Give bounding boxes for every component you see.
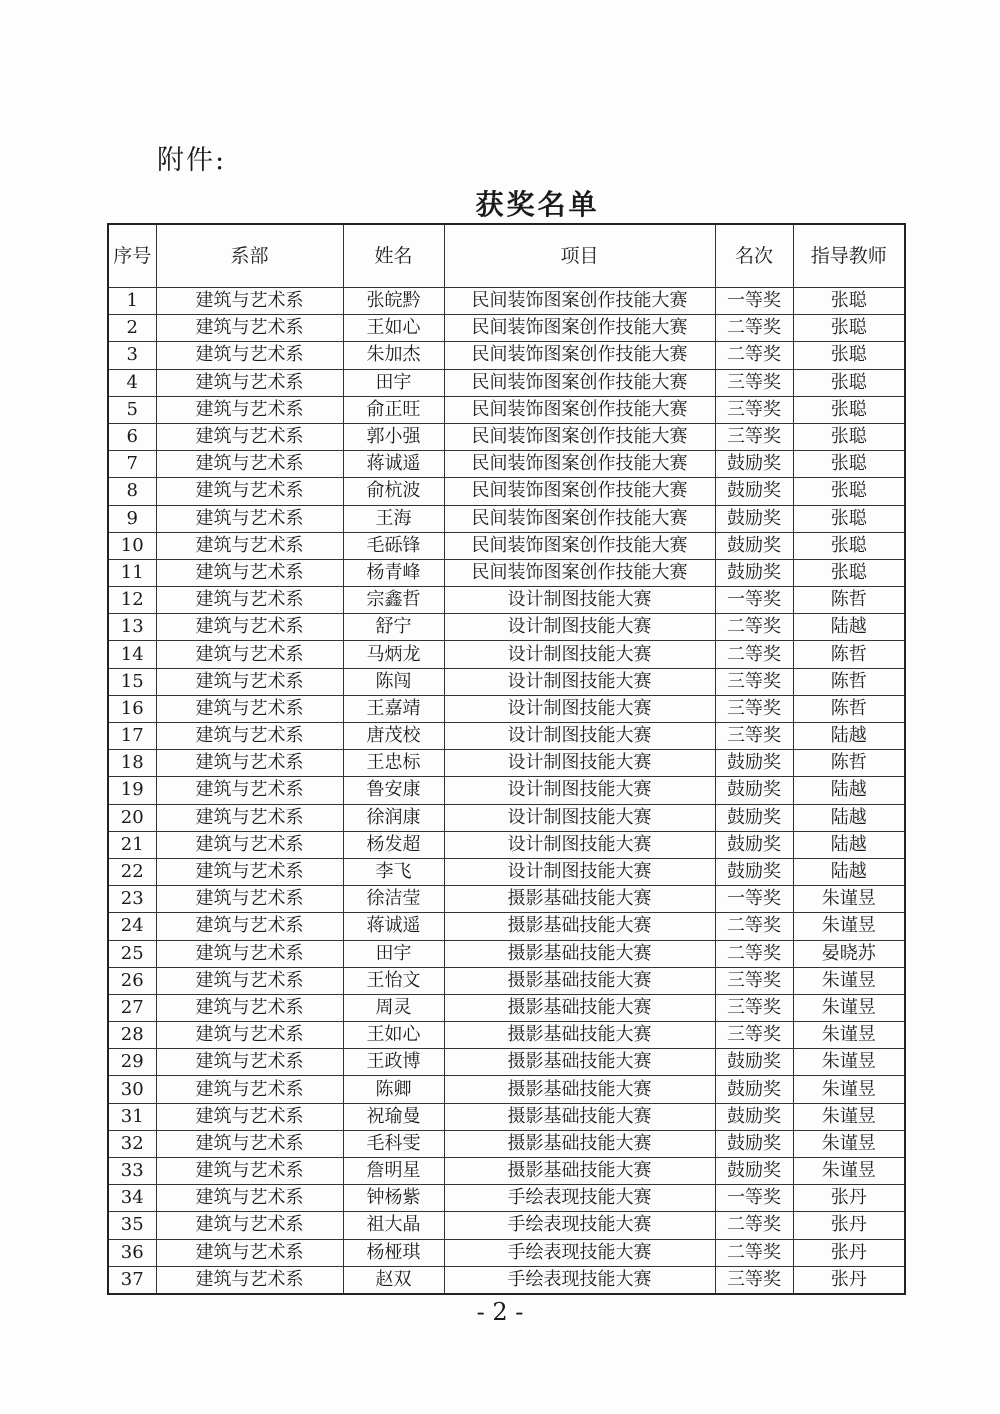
cell-index: 23: [108, 886, 156, 913]
cell-name: 祝瑜曼: [343, 1103, 444, 1130]
cell-project: 民间装饰图案创作技能大赛: [444, 505, 715, 532]
cell-advisor: 张聪: [793, 451, 905, 478]
cell-project: 摄影基础技能大赛: [444, 1158, 715, 1185]
cell-project: 摄影基础技能大赛: [444, 940, 715, 967]
cell-advisor: 张丹: [793, 1185, 905, 1212]
cell-department: 建筑与艺术系: [156, 342, 343, 369]
cell-name: 陈闯: [343, 668, 444, 695]
cell-advisor: 陆越: [793, 723, 905, 750]
cell-index: 27: [108, 994, 156, 1021]
table-row: [108, 1130, 905, 1157]
table-row: [108, 614, 905, 641]
cell-department: 建筑与艺术系: [156, 315, 343, 342]
cell-department: 建筑与艺术系: [156, 1185, 343, 1212]
cell-advisor: 张聪: [793, 396, 905, 423]
header-name: 姓名: [343, 224, 444, 288]
cell-advisor: 张聪: [793, 288, 905, 315]
cell-department: 建筑与艺术系: [156, 641, 343, 668]
cell-rank: 鼓励奖: [715, 858, 793, 885]
cell-rank: 鼓励奖: [715, 505, 793, 532]
cell-index: 36: [108, 1239, 156, 1266]
cell-department: 建筑与艺术系: [156, 668, 343, 695]
cell-rank: 三等奖: [715, 396, 793, 423]
cell-rank: 三等奖: [715, 695, 793, 722]
cell-name: 舒宁: [343, 614, 444, 641]
cell-rank: 二等奖: [715, 1212, 793, 1239]
cell-index: 3: [108, 342, 156, 369]
cell-rank: 鼓励奖: [715, 777, 793, 804]
cell-department: 建筑与艺术系: [156, 1076, 343, 1103]
header-project: 项目: [444, 224, 715, 288]
cell-name: 詹明星: [343, 1158, 444, 1185]
table-row: [108, 1239, 905, 1266]
cell-rank: 三等奖: [715, 994, 793, 1021]
cell-department: 建筑与艺术系: [156, 1158, 343, 1185]
cell-index: 4: [108, 369, 156, 396]
cell-department: 建筑与艺术系: [156, 1049, 343, 1076]
attachment-label: 附件:: [157, 145, 227, 176]
cell-rank: 三等奖: [715, 668, 793, 695]
cell-advisor: 张聪: [793, 505, 905, 532]
cell-rank: 二等奖: [715, 913, 793, 940]
cell-name: 周灵: [343, 994, 444, 1021]
cell-index: 28: [108, 1022, 156, 1049]
cell-rank: 鼓励奖: [715, 1076, 793, 1103]
cell-department: 建筑与艺术系: [156, 858, 343, 885]
cell-project: 手绘表现技能大赛: [444, 1212, 715, 1239]
cell-advisor: 陈哲: [793, 695, 905, 722]
cell-department: 建筑与艺术系: [156, 777, 343, 804]
header-row: [108, 224, 905, 288]
cell-department: 建筑与艺术系: [156, 532, 343, 559]
cell-advisor: 陈哲: [793, 668, 905, 695]
cell-index: 24: [108, 913, 156, 940]
cell-project: 设计制图技能大赛: [444, 804, 715, 831]
cell-rank: 鼓励奖: [715, 532, 793, 559]
cell-department: 建筑与艺术系: [156, 723, 343, 750]
cell-department: 建筑与艺术系: [156, 886, 343, 913]
table-row: [108, 777, 905, 804]
cell-project: 设计制图技能大赛: [444, 668, 715, 695]
cell-name: 宗鑫哲: [343, 587, 444, 614]
table-row: [108, 342, 905, 369]
cell-index: 22: [108, 858, 156, 885]
cell-name: 徐洁莹: [343, 886, 444, 913]
cell-index: 35: [108, 1212, 156, 1239]
cell-department: 建筑与艺术系: [156, 451, 343, 478]
table-row: [108, 940, 905, 967]
cell-rank: 一等奖: [715, 1185, 793, 1212]
cell-index: 5: [108, 396, 156, 423]
cell-department: 建筑与艺术系: [156, 695, 343, 722]
cell-name: 蒋诚遥: [343, 913, 444, 940]
cell-index: 20: [108, 804, 156, 831]
cell-advisor: 朱谨昱: [793, 1130, 905, 1157]
table-row: [108, 1212, 905, 1239]
cell-index: 8: [108, 478, 156, 505]
table-row: [108, 668, 905, 695]
cell-department: 建筑与艺术系: [156, 559, 343, 586]
page-number: - 2 -: [476, 1298, 524, 1326]
cell-name: 王海: [343, 505, 444, 532]
cell-project: 民间装饰图案创作技能大赛: [444, 369, 715, 396]
cell-department: 建筑与艺术系: [156, 288, 343, 315]
cell-rank: 一等奖: [715, 288, 793, 315]
table-row: [108, 913, 905, 940]
cell-project: 民间装饰图案创作技能大赛: [444, 559, 715, 586]
cell-project: 手绘表现技能大赛: [444, 1185, 715, 1212]
cell-project: 手绘表现技能大赛: [444, 1266, 715, 1294]
cell-project: 摄影基础技能大赛: [444, 1076, 715, 1103]
cell-name: 鲁安康: [343, 777, 444, 804]
cell-advisor: 陈哲: [793, 750, 905, 777]
cell-project: 摄影基础技能大赛: [444, 1103, 715, 1130]
cell-department: 建筑与艺术系: [156, 967, 343, 994]
header-department: 系部: [156, 224, 343, 288]
table-row: [108, 478, 905, 505]
cell-project: 设计制图技能大赛: [444, 614, 715, 641]
cell-rank: 三等奖: [715, 723, 793, 750]
cell-name: 赵双: [343, 1266, 444, 1294]
table-row: [108, 587, 905, 614]
table-row: [108, 423, 905, 450]
cell-department: 建筑与艺术系: [156, 1212, 343, 1239]
cell-index: 19: [108, 777, 156, 804]
cell-advisor: 陆越: [793, 804, 905, 831]
cell-advisor: 张聪: [793, 478, 905, 505]
cell-department: 建筑与艺术系: [156, 831, 343, 858]
cell-index: 37: [108, 1266, 156, 1294]
cell-advisor: 陈哲: [793, 587, 905, 614]
cell-name: 陈卿: [343, 1076, 444, 1103]
cell-advisor: 陈哲: [793, 641, 905, 668]
cell-project: 设计制图技能大赛: [444, 695, 715, 722]
table-row: [108, 1158, 905, 1185]
cell-advisor: 张聪: [793, 423, 905, 450]
cell-name: 杨发超: [343, 831, 444, 858]
cell-index: 10: [108, 532, 156, 559]
cell-rank: 鼓励奖: [715, 750, 793, 777]
table-row: [108, 641, 905, 668]
cell-project: 摄影基础技能大赛: [444, 886, 715, 913]
cell-project: 摄影基础技能大赛: [444, 967, 715, 994]
header-advisor: 指导教师: [793, 224, 905, 288]
cell-project: 摄影基础技能大赛: [444, 994, 715, 1021]
cell-department: 建筑与艺术系: [156, 1239, 343, 1266]
cell-advisor: 朱谨昱: [793, 1076, 905, 1103]
cell-index: 17: [108, 723, 156, 750]
cell-project: 手绘表现技能大赛: [444, 1239, 715, 1266]
cell-rank: 二等奖: [715, 315, 793, 342]
cell-name: 朱加杰: [343, 342, 444, 369]
cell-name: 郭小强: [343, 423, 444, 450]
cell-project: 民间装饰图案创作技能大赛: [444, 342, 715, 369]
header-index: 序号: [108, 224, 156, 288]
table-row: [108, 288, 905, 315]
cell-name: 王嘉靖: [343, 695, 444, 722]
cell-index: 25: [108, 940, 156, 967]
cell-advisor: 陆越: [793, 614, 905, 641]
table-row: [108, 994, 905, 1021]
cell-project: 设计制图技能大赛: [444, 723, 715, 750]
cell-name: 徐润康: [343, 804, 444, 831]
cell-department: 建筑与艺术系: [156, 1022, 343, 1049]
cell-name: 杨青峰: [343, 559, 444, 586]
cell-department: 建筑与艺术系: [156, 1103, 343, 1130]
document-title: 获奖名单: [475, 188, 600, 221]
cell-advisor: 张聪: [793, 559, 905, 586]
table-body: [108, 288, 905, 1294]
cell-project: 民间装饰图案创作技能大赛: [444, 532, 715, 559]
cell-advisor: 张丹: [793, 1266, 905, 1294]
table-row: [108, 831, 905, 858]
cell-index: 16: [108, 695, 156, 722]
table-row: [108, 559, 905, 586]
cell-rank: 鼓励奖: [715, 831, 793, 858]
cell-rank: 一等奖: [715, 886, 793, 913]
cell-advisor: 朱谨昱: [793, 994, 905, 1021]
table-row: [108, 396, 905, 423]
award-table: [107, 223, 906, 1295]
cell-rank: 鼓励奖: [715, 559, 793, 586]
cell-name: 王怡文: [343, 967, 444, 994]
cell-name: 马炳龙: [343, 641, 444, 668]
cell-name: 李飞: [343, 858, 444, 885]
cell-name: 王如心: [343, 315, 444, 342]
table-row: [108, 451, 905, 478]
cell-index: 26: [108, 967, 156, 994]
cell-advisor: 朱谨昱: [793, 1103, 905, 1130]
cell-name: 蒋诚遥: [343, 451, 444, 478]
table-row: [108, 1103, 905, 1130]
cell-index: 9: [108, 505, 156, 532]
cell-advisor: 陆越: [793, 777, 905, 804]
cell-index: 13: [108, 614, 156, 641]
cell-rank: 二等奖: [715, 614, 793, 641]
cell-index: 32: [108, 1130, 156, 1157]
cell-project: 摄影基础技能大赛: [444, 1022, 715, 1049]
cell-advisor: 张聪: [793, 369, 905, 396]
cell-project: 民间装饰图案创作技能大赛: [444, 315, 715, 342]
cell-name: 俞正旺: [343, 396, 444, 423]
cell-rank: 鼓励奖: [715, 1158, 793, 1185]
cell-advisor: 张聪: [793, 315, 905, 342]
cell-name: 杨桠琪: [343, 1239, 444, 1266]
cell-department: 建筑与艺术系: [156, 423, 343, 450]
cell-advisor: 朱谨昱: [793, 913, 905, 940]
table-row: [108, 858, 905, 885]
cell-project: 设计制图技能大赛: [444, 858, 715, 885]
cell-department: 建筑与艺术系: [156, 913, 343, 940]
cell-index: 15: [108, 668, 156, 695]
table-row: [108, 1076, 905, 1103]
cell-advisor: 晏晓苏: [793, 940, 905, 967]
cell-name: 毛砾锋: [343, 532, 444, 559]
cell-index: 31: [108, 1103, 156, 1130]
table-row: [108, 804, 905, 831]
table-row: [108, 369, 905, 396]
cell-index: 18: [108, 750, 156, 777]
table-row: [108, 1022, 905, 1049]
cell-rank: 三等奖: [715, 1022, 793, 1049]
cell-advisor: 张丹: [793, 1239, 905, 1266]
cell-rank: 三等奖: [715, 967, 793, 994]
cell-project: 设计制图技能大赛: [444, 831, 715, 858]
cell-index: 33: [108, 1158, 156, 1185]
cell-index: 1: [108, 288, 156, 315]
cell-name: 唐茂校: [343, 723, 444, 750]
cell-name: 王忠标: [343, 750, 444, 777]
cell-department: 建筑与艺术系: [156, 750, 343, 777]
cell-advisor: 张聪: [793, 342, 905, 369]
cell-department: 建筑与艺术系: [156, 478, 343, 505]
cell-index: 21: [108, 831, 156, 858]
cell-project: 民间装饰图案创作技能大赛: [444, 288, 715, 315]
cell-project: 民间装饰图案创作技能大赛: [444, 478, 715, 505]
table-row: [108, 967, 905, 994]
cell-rank: 三等奖: [715, 423, 793, 450]
table-header: [108, 224, 905, 288]
cell-department: 建筑与艺术系: [156, 369, 343, 396]
cell-rank: 二等奖: [715, 641, 793, 668]
header-rank: 名次: [715, 224, 793, 288]
cell-name: 毛科雯: [343, 1130, 444, 1157]
cell-advisor: 张聪: [793, 532, 905, 559]
cell-index: 6: [108, 423, 156, 450]
cell-rank: 二等奖: [715, 342, 793, 369]
cell-rank: 三等奖: [715, 369, 793, 396]
table-row: [108, 1185, 905, 1212]
table-row: [108, 505, 905, 532]
cell-name: 俞杭波: [343, 478, 444, 505]
cell-project: 民间装饰图案创作技能大赛: [444, 423, 715, 450]
cell-rank: 鼓励奖: [715, 1130, 793, 1157]
cell-name: 祖大晶: [343, 1212, 444, 1239]
cell-rank: 一等奖: [715, 587, 793, 614]
cell-advisor: 陆越: [793, 858, 905, 885]
cell-name: 钟杨紫: [343, 1185, 444, 1212]
cell-advisor: 朱谨昱: [793, 1158, 905, 1185]
table-row: [108, 1266, 905, 1294]
cell-department: 建筑与艺术系: [156, 396, 343, 423]
cell-index: 30: [108, 1076, 156, 1103]
table-row: [108, 1049, 905, 1076]
cell-name: 田宇: [343, 940, 444, 967]
table-row: [108, 750, 905, 777]
cell-advisor: 朱谨昱: [793, 1049, 905, 1076]
cell-project: 民间装饰图案创作技能大赛: [444, 451, 715, 478]
cell-name: 田宇: [343, 369, 444, 396]
cell-department: 建筑与艺术系: [156, 505, 343, 532]
cell-rank: 鼓励奖: [715, 804, 793, 831]
table-row: [108, 723, 905, 750]
cell-project: 设计制图技能大赛: [444, 641, 715, 668]
cell-advisor: 张丹: [793, 1212, 905, 1239]
table-row: [108, 315, 905, 342]
cell-rank: 鼓励奖: [715, 1103, 793, 1130]
cell-department: 建筑与艺术系: [156, 1130, 343, 1157]
cell-index: 12: [108, 587, 156, 614]
cell-department: 建筑与艺术系: [156, 587, 343, 614]
cell-advisor: 朱谨昱: [793, 1022, 905, 1049]
cell-name: 王政博: [343, 1049, 444, 1076]
cell-index: 29: [108, 1049, 156, 1076]
cell-project: 设计制图技能大赛: [444, 777, 715, 804]
table-row: [108, 695, 905, 722]
table-row: [108, 532, 905, 559]
cell-department: 建筑与艺术系: [156, 614, 343, 641]
cell-index: 7: [108, 451, 156, 478]
cell-department: 建筑与艺术系: [156, 940, 343, 967]
cell-advisor: 陆越: [793, 831, 905, 858]
cell-project: 设计制图技能大赛: [444, 587, 715, 614]
cell-rank: 二等奖: [715, 1239, 793, 1266]
cell-project: 摄影基础技能大赛: [444, 1130, 715, 1157]
cell-rank: 三等奖: [715, 1266, 793, 1294]
cell-index: 14: [108, 641, 156, 668]
cell-project: 摄影基础技能大赛: [444, 913, 715, 940]
cell-index: 2: [108, 315, 156, 342]
cell-index: 11: [108, 559, 156, 586]
cell-project: 民间装饰图案创作技能大赛: [444, 396, 715, 423]
cell-rank: 二等奖: [715, 940, 793, 967]
cell-rank: 鼓励奖: [715, 1049, 793, 1076]
cell-index: 34: [108, 1185, 156, 1212]
cell-project: 设计制图技能大赛: [444, 750, 715, 777]
table-row: [108, 886, 905, 913]
cell-department: 建筑与艺术系: [156, 994, 343, 1021]
cell-project: 摄影基础技能大赛: [444, 1049, 715, 1076]
cell-advisor: 朱谨昱: [793, 886, 905, 913]
cell-rank: 鼓励奖: [715, 478, 793, 505]
cell-name: 张皖黔: [343, 288, 444, 315]
cell-rank: 鼓励奖: [715, 451, 793, 478]
cell-name: 王如心: [343, 1022, 444, 1049]
cell-department: 建筑与艺术系: [156, 1266, 343, 1294]
cell-department: 建筑与艺术系: [156, 804, 343, 831]
cell-advisor: 朱谨昱: [793, 967, 905, 994]
